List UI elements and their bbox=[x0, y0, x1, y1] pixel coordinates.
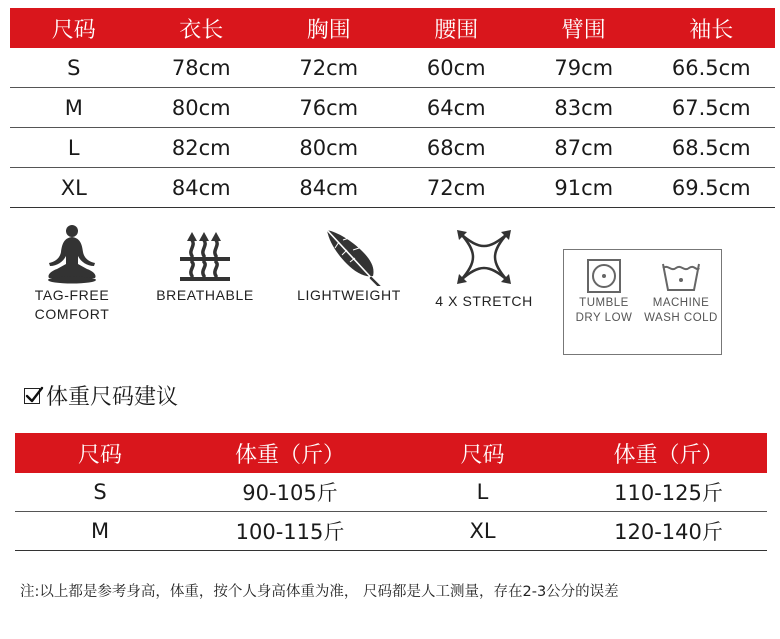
size-cell: M bbox=[90, 519, 110, 543]
table-row bbox=[15, 512, 767, 551]
breathable-waves-icon bbox=[170, 222, 240, 286]
feature-label: COMFORT bbox=[34, 306, 110, 322]
size-cell: L bbox=[476, 480, 489, 504]
header-size: 尺码 bbox=[77, 442, 122, 468]
weight-chart-header bbox=[15, 433, 767, 473]
measurement-note: 注:以上都是参考身高，体重，按个人身高体重为准， 尺码都是人工测量，存在2-3公分的误差 bbox=[20, 584, 619, 600]
length-cell: 78cm bbox=[171, 55, 231, 80]
weight-section-title bbox=[24, 380, 178, 411]
checkbox-checked-icon bbox=[24, 388, 40, 404]
size-cell: S bbox=[93, 480, 107, 504]
weight-cell: 110-125斤 bbox=[614, 481, 723, 505]
table-row bbox=[10, 48, 775, 88]
weight-chart-table bbox=[15, 433, 767, 551]
arm-cell: 79cm bbox=[554, 55, 614, 80]
waist-cell: 64cm bbox=[426, 95, 486, 120]
care-instructions-box bbox=[563, 249, 722, 355]
arm-cell: 87cm bbox=[554, 135, 614, 160]
table-row bbox=[10, 128, 775, 168]
care-label: TUMBLE bbox=[579, 297, 629, 309]
header-weight: 体重（斤） bbox=[234, 442, 345, 468]
chest-cell: 84cm bbox=[299, 175, 359, 200]
table-row bbox=[15, 473, 767, 512]
length-cell: 80cm bbox=[171, 95, 231, 120]
feature-label: 4 X STRETCH bbox=[435, 293, 533, 309]
weight-cell: 100-115斤 bbox=[235, 520, 345, 544]
table-row bbox=[10, 168, 775, 208]
sleeve-cell: 69.5cm bbox=[671, 175, 751, 200]
care-tumble-dry bbox=[565, 256, 643, 326]
header-size: 尺码 bbox=[51, 17, 96, 43]
size-chart-table bbox=[10, 8, 775, 208]
care-label: MACHINE bbox=[652, 297, 710, 309]
size-cell: S bbox=[67, 55, 81, 80]
feather-icon bbox=[309, 222, 389, 286]
care-label: DRY LOW bbox=[575, 312, 633, 324]
weight-cell: 120-140斤 bbox=[614, 520, 723, 544]
chest-cell: 72cm bbox=[299, 55, 359, 80]
waist-cell: 68cm bbox=[426, 135, 486, 160]
size-cell: XL bbox=[60, 175, 87, 200]
sleeve-cell: 66.5cm bbox=[671, 55, 751, 80]
machine-wash-icon bbox=[659, 256, 703, 296]
chest-cell: 80cm bbox=[299, 135, 359, 160]
four-way-stretch-icon bbox=[449, 222, 519, 292]
header-size: 尺码 bbox=[460, 442, 505, 468]
sleeve-cell: 67.5cm bbox=[671, 95, 751, 120]
size-cell: XL bbox=[469, 519, 496, 543]
header-weight: 体重（斤） bbox=[613, 442, 724, 468]
header-chest: 胸围 bbox=[306, 17, 351, 43]
table-row bbox=[10, 88, 775, 128]
feature-label: BREATHABLE bbox=[156, 287, 254, 303]
size-cell: M bbox=[64, 95, 83, 120]
header-waist: 腰围 bbox=[434, 17, 479, 43]
feature-tag-free bbox=[20, 222, 124, 324]
header-length: 衣长 bbox=[179, 17, 224, 43]
care-label: WASH COLD bbox=[644, 312, 718, 324]
weight-section-title-text: 体重尺码建议 bbox=[46, 385, 179, 410]
feature-label: TAG-FREE bbox=[34, 287, 110, 303]
feature-icons-row bbox=[0, 222, 780, 342]
feature-lightweight bbox=[290, 222, 408, 305]
sleeve-cell: 68.5cm bbox=[671, 135, 751, 160]
tumble-dry-icon bbox=[584, 256, 624, 296]
arm-cell: 91cm bbox=[554, 175, 614, 200]
feature-stretch bbox=[430, 222, 538, 311]
header-sleeve: 袖长 bbox=[689, 17, 734, 43]
weight-cell: 90-105斤 bbox=[242, 481, 338, 505]
waist-cell: 72cm bbox=[426, 175, 486, 200]
waist-cell: 60cm bbox=[426, 55, 486, 80]
chest-cell: 76cm bbox=[299, 95, 359, 120]
feature-breathable bbox=[148, 222, 262, 305]
header-arm: 臂围 bbox=[561, 17, 606, 43]
yoga-meditation-icon bbox=[37, 222, 107, 286]
length-cell: 84cm bbox=[171, 175, 231, 200]
feature-label: LIGHTWEIGHT bbox=[297, 287, 401, 303]
size-cell: L bbox=[67, 135, 80, 160]
length-cell: 82cm bbox=[171, 135, 231, 160]
care-machine-wash bbox=[642, 256, 720, 326]
arm-cell: 83cm bbox=[554, 95, 614, 120]
size-chart-header bbox=[10, 8, 775, 48]
